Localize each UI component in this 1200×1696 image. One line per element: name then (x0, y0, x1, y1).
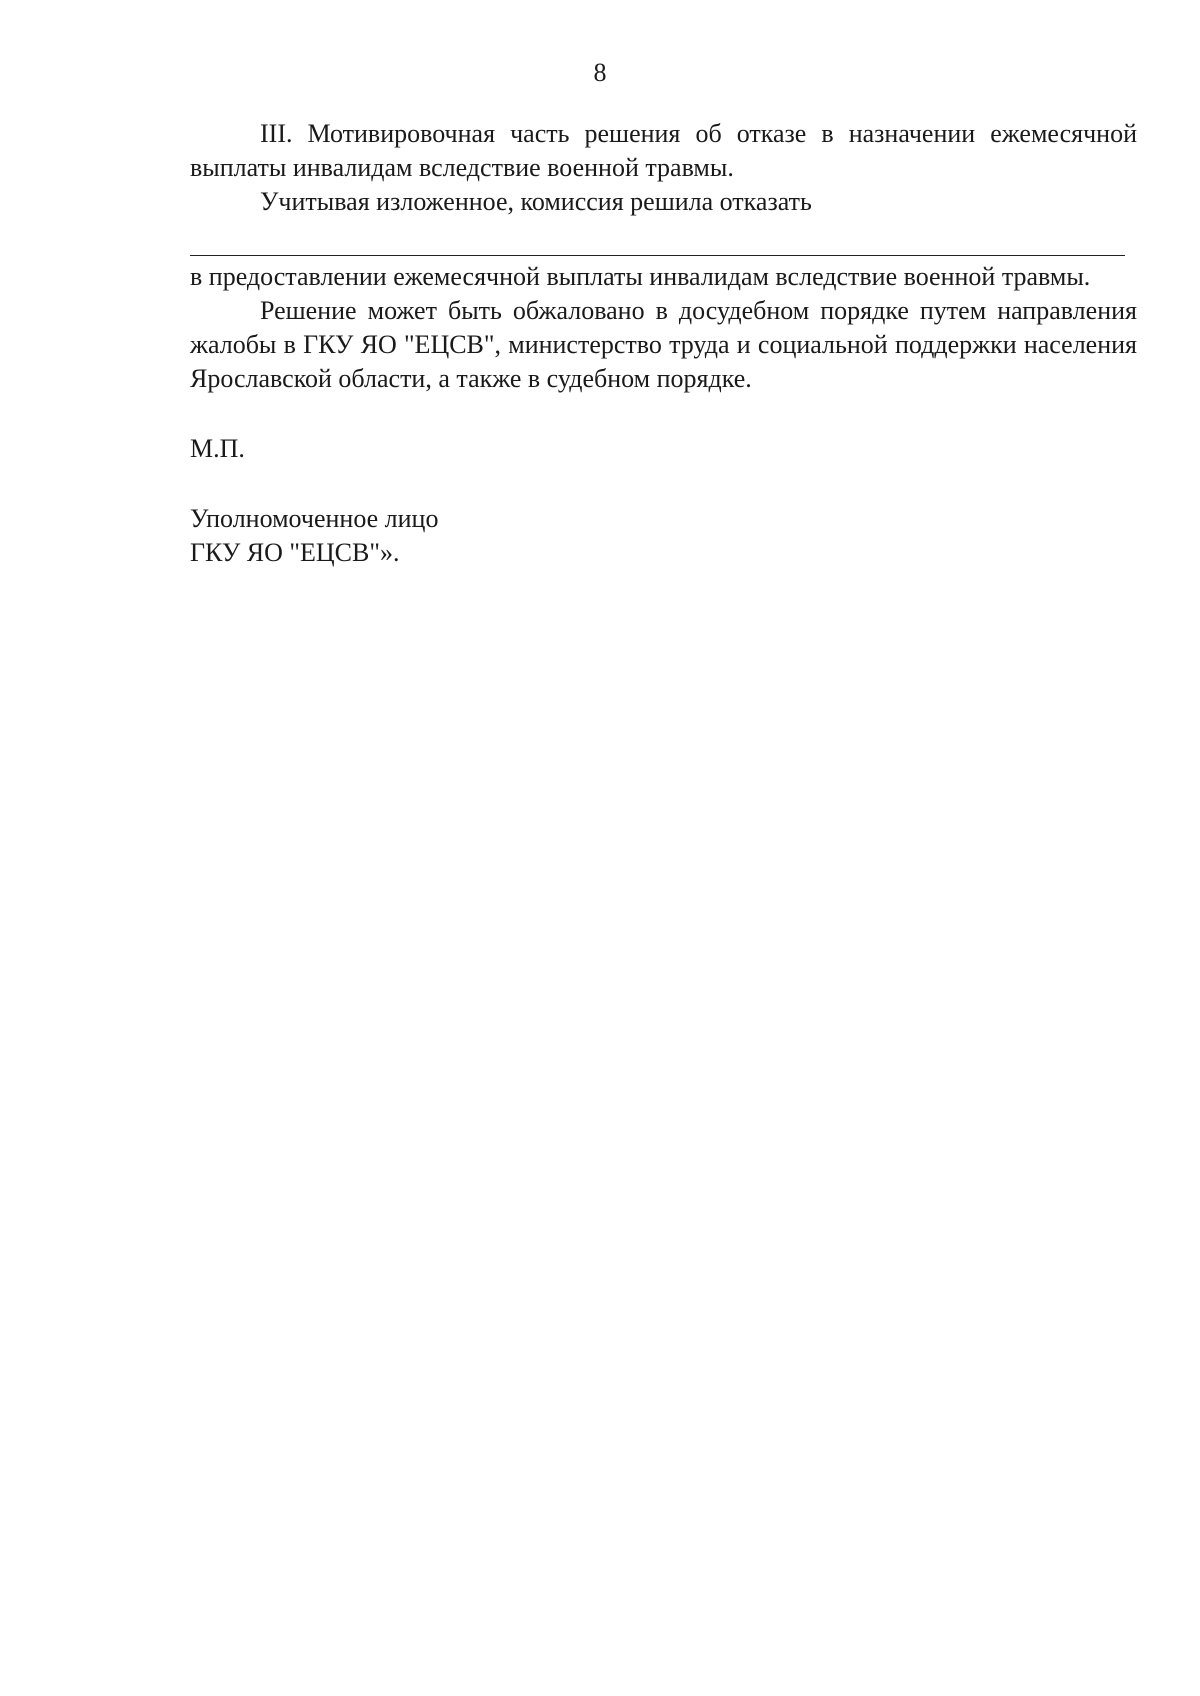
signature-organization: ГКУ ЯО "ЕЦСВ"». (190, 538, 400, 567)
signature-block (190, 502, 1137, 570)
decision-paragraph: Учитывая изложенное, комиссия решила отказать (260, 187, 812, 216)
appeal-paragraph: Решение может быть обжаловано в досудебном порядке путем направления жалобы в ГКУ ЯО "ЕЦСВ", министерство труда и социальной поддержки населения Ярославской области, а также в судебном порядке. (190, 296, 1137, 393)
document-body (190, 117, 1137, 570)
signature-title: Уполномоченное лицо (190, 504, 439, 533)
stamp-label: М.П. (190, 434, 245, 463)
page-number: 8 (593, 58, 607, 87)
blank-fill-line (190, 219, 1125, 256)
section-heading: III. Мотивировочная часть решения об отказе в назначении ежемесячной выплаты инвалидам вследствие военной травмы. (190, 119, 1137, 182)
continuation-paragraph: в предоставлении ежемесячной выплаты инвалидам вследствие военной травмы. (190, 262, 1091, 291)
